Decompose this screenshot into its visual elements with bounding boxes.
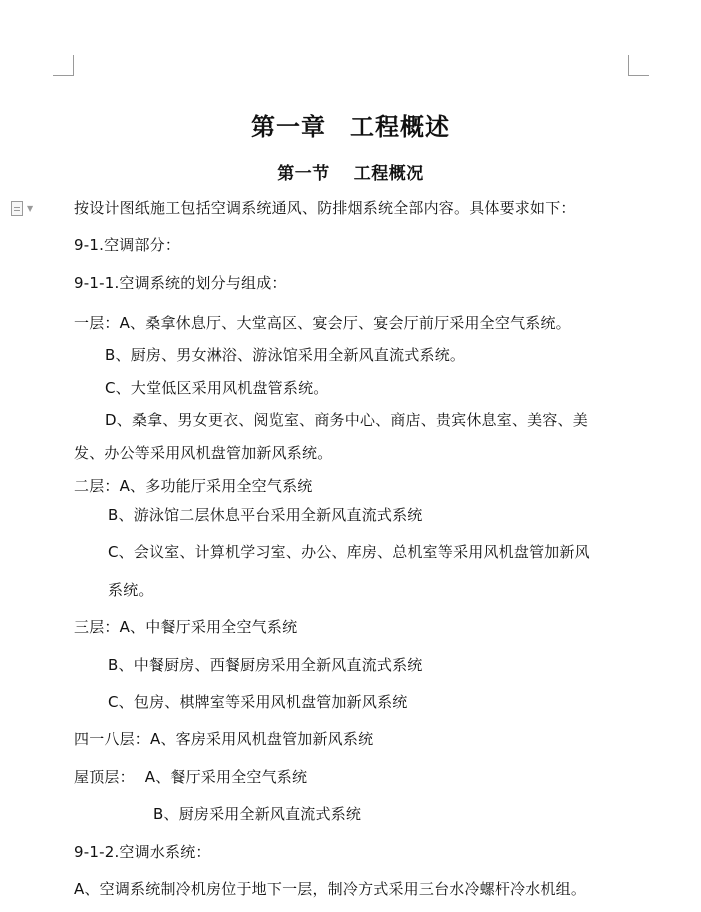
paragraph-line: 9-1-2.空调水系统：: [74, 843, 211, 861]
section-name: 工程概况: [353, 164, 424, 184]
paragraph-line: 发、办公等采用风机盘管加新风系统。: [74, 444, 333, 462]
paragraph-line: 9-1.空调部分：: [74, 236, 181, 254]
paragraph-line: C、大堂低区采用风机盘管系统。: [105, 379, 329, 397]
section-prefix: 第一节: [277, 164, 330, 184]
chapter-name: 工程概述: [350, 112, 450, 141]
chapter-prefix: 第一章: [251, 112, 326, 141]
chevron-down-icon: ▼: [27, 204, 34, 213]
chapter-title: [0, 112, 701, 142]
paragraph-line: 三层：A、中餐厅采用全空气系统: [74, 618, 298, 636]
paragraph-line: A、空调系统制冷机房位于地下一层，制冷方式采用三台水冷螺杆冷水机组。: [74, 880, 587, 898]
paragraph-line: B、厨房、男女淋浴、游泳馆采用全新风直流式系统。: [105, 346, 466, 364]
section-title: [0, 163, 701, 185]
paragraph-line: 一层：A、桑拿休息厅、大堂高区、宴会厅、宴会厅前厅采用全空气系统。: [74, 314, 571, 332]
top-right-margin-mark: [628, 55, 649, 76]
document-options-icon[interactable]: [11, 201, 39, 217]
paragraph-line: D、桑拿、男女更衣、阅览室、商务中心、商店、贵宾休息室、美容、美: [105, 411, 588, 429]
paragraph-line: 系统。: [108, 581, 154, 599]
paragraph-line: 二层：A、多功能厅采用全空气系统: [74, 477, 313, 495]
paragraph-line: B、中餐厨房、西餐厨房采用全新风直流式系统: [108, 656, 423, 674]
paragraph-line: B、游泳馆二层休息平台采用全新风直流式系统: [108, 506, 423, 524]
paragraph-line: B、厨房采用全新风直流式系统: [153, 805, 362, 823]
paragraph-line: C、包房、棋牌室等采用风机盘管加新风系统: [108, 693, 408, 711]
document-icon: [11, 201, 23, 216]
paragraph-line: 屋顶层： A、餐厅采用全空气系统: [74, 768, 308, 786]
top-left-margin-mark: [53, 55, 74, 76]
paragraph-line: 9-1-1.空调系统的划分与组成：: [74, 274, 287, 292]
paragraph-line: 四一八层：A、客房采用风机盘管加新风系统: [74, 730, 374, 748]
paragraph-line: C、会议室、计算机学习室、办公、库房、总机室等采用风机盘管加新风: [108, 543, 590, 561]
paragraph-line: 按设计图纸施工包括空调系统通风、防排烟系统全部内容。具体要求如下：: [74, 199, 576, 217]
